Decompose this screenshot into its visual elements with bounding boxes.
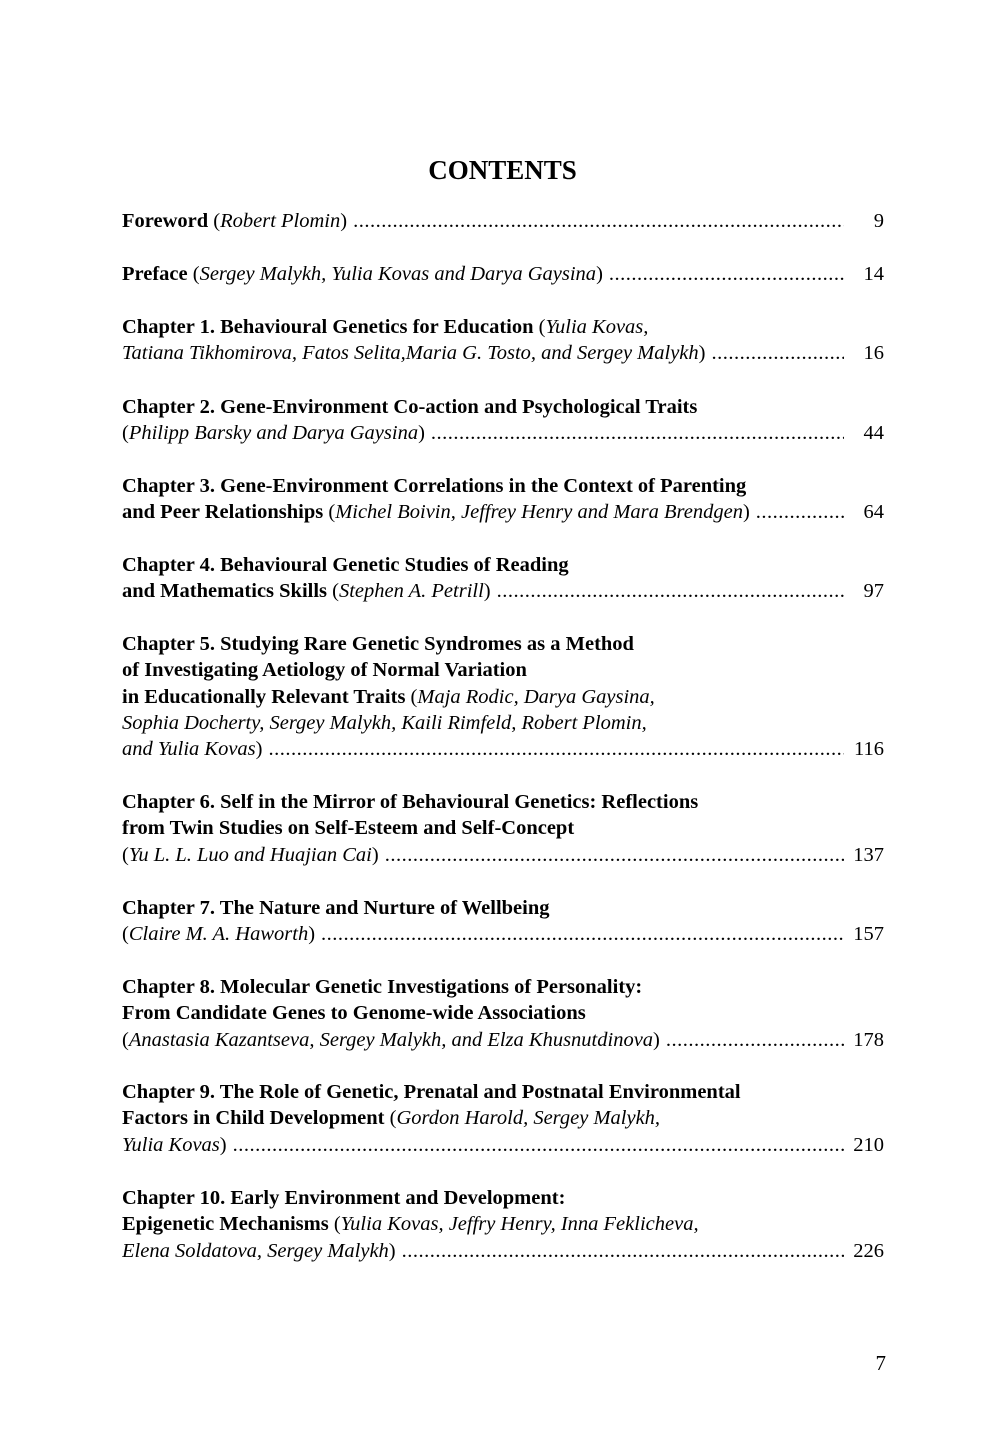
entry-authors: Gordon Harold, Sergey Malykh, [396, 1107, 661, 1130]
entry-page-number: 137 [853, 843, 884, 866]
dot-leader [666, 1027, 844, 1053]
toc-entry-line [122, 815, 884, 841]
toc-entry [122, 895, 884, 948]
entry-title: Chapter 7. The Nature and Nurture of Wellbeing [122, 897, 550, 919]
entry-page-number: 44 [863, 422, 884, 445]
toc-entry-line: Factors in Child Development (Gordon Harold, Sergey Malykh, [122, 1107, 661, 1130]
entry-authors: Claire M. A. Haworth [128, 923, 309, 946]
toc-entry-line [122, 657, 884, 683]
toc-entry [122, 314, 884, 367]
entry-page-number: 9 [873, 210, 884, 232]
toc-entry-line: and Yulia Kovas) ..... 116 [122, 736, 884, 762]
dot-leader [756, 499, 844, 525]
toc-entry [122, 1079, 884, 1158]
dot-leader [233, 1132, 844, 1158]
toc-entry [122, 974, 884, 1053]
dot-leader [385, 842, 844, 868]
entry-authors: Sophia Docherty, Sergey Malykh, Kaili Rimfeld, Robert Plomin, [122, 711, 647, 734]
toc-entry-line: Elena Soldatova, Sergey Malykh) ..... 226 [122, 1238, 884, 1264]
entry-page-number: 116 [854, 738, 884, 761]
toc-entry-line: (Claire M. A. Haworth) ..... 157 [122, 921, 884, 947]
entry-page-number: 226 [853, 1239, 884, 1262]
toc-entry-line: (Philipp Barsky and Darya Gaysina) ..... 44 [122, 420, 884, 446]
entry-authors: and Yulia Kovas [122, 738, 256, 761]
entry-title: from Twin Studies on Self-Esteem and Self-Concept [122, 817, 575, 840]
toc-entry-line [122, 1079, 884, 1105]
entry-page-number: 64 [863, 501, 884, 524]
entry-authors: Stephen A. Petrill [338, 580, 484, 603]
entry-title: in Educationally Relevant Traits [122, 685, 406, 708]
entry-title: Chapter 2. Gene-Environment Co-action and Psychological Traits [122, 396, 698, 418]
dot-leader [321, 921, 844, 947]
toc-entry-line: in Educationally Relevant Traits (Maja Rodic, Darya Gaysina, [122, 685, 655, 708]
entry-authors: Anastasia Kazantseva, Sergey Malykh, and Elza Khusnutdinova [128, 1028, 654, 1051]
toc-entry-line: (Yu L. L. Luo and Huajian Cai) ..... 137 [122, 842, 884, 868]
dot-leader [431, 420, 844, 446]
entry-authors: Maja Rodic, Darya Gaysina, [417, 685, 655, 708]
toc-entry [122, 261, 884, 287]
entry-title: and Mathematics Skills [122, 580, 328, 603]
dot-leader [353, 208, 844, 234]
entry-authors: Yu L. L. Luo and Huajian Cai [128, 843, 372, 866]
toc-entry [122, 552, 884, 605]
entry-authors: Elena Soldatova, Sergey Malykh [122, 1239, 389, 1262]
toc-entry-line: Foreword (Robert Plomin) ..... 9 [122, 208, 884, 234]
dot-leader [609, 261, 844, 287]
toc-entry-line: Yulia Kovas) ..... 210 [122, 1132, 884, 1158]
toc-entry-line: Epigenetic Mechanisms (Yulia Kovas, Jeffry Henry, Inna Feklicheva, [122, 1213, 699, 1236]
toc-entry-line: and Mathematics Skills (Stephen A. Petrill) ..... 97 [122, 578, 884, 604]
entry-page-number: 210 [853, 1133, 884, 1156]
entry-title: Chapter 8. Molecular Genetic Investigations of Personality: [122, 976, 643, 998]
dot-leader [269, 736, 845, 762]
toc-entry-line: (Anastasia Kazantseva, Sergey Malykh, and Elza Khusnutdinova) ..... 178 [122, 1027, 884, 1053]
entry-title: Factors in Child Development [122, 1107, 385, 1130]
entry-page-number: 178 [853, 1028, 884, 1051]
entry-title: Chapter 4. Behavioural Genetic Studies of Reading [122, 554, 569, 576]
toc-entry-line [122, 895, 884, 921]
entry-authors: Philipp Barsky and Darya Gaysina [128, 422, 419, 445]
toc-entry-line: and Peer Relationships (Michel Boivin, Jeffrey Henry and Mara Brendgen) ..... 64 [122, 499, 884, 525]
toc-entry-line: Tatiana Tikhomirova, Fatos Selita,Maria G. Tosto, and Sergey Malykh) ..... 16 [122, 340, 884, 366]
toc-entry-line [122, 394, 884, 420]
toc-entry-line [122, 710, 884, 736]
entry-title: From Candidate Genes to Genome-wide Associations [122, 1002, 586, 1025]
page-title: CONTENTS [428, 155, 577, 185]
toc-entry [122, 789, 884, 868]
entry-page-number: 14 [863, 263, 884, 285]
toc-entry-line [122, 974, 884, 1000]
entry-page-number: 157 [853, 923, 884, 946]
entry-title: and Peer Relationships [122, 501, 324, 524]
entry-authors: Yulia Kovas [122, 1133, 220, 1156]
toc-entry-line: Chapter 1. Behavioural Genetics for Education (Yulia Kovas, [122, 316, 649, 338]
entry-authors: Tatiana Tikhomirova, Fatos Selita,Maria G. Tosto, and Sergey Malykh [122, 342, 699, 365]
toc-entry-line [122, 1000, 884, 1026]
toc-entry [122, 1185, 884, 1264]
toc-entry-line [122, 631, 884, 657]
toc-entry-line [122, 1185, 884, 1211]
entry-page-number: 97 [863, 580, 884, 603]
toc-entry [122, 394, 884, 447]
toc-entry [122, 473, 884, 526]
toc-entry-line [122, 552, 884, 578]
entry-title: Epigenetic Mechanisms [122, 1213, 329, 1236]
entry-authors: Sergey Malykh, Yulia Kovas and Darya Gaysina [199, 263, 597, 285]
entry-title: Preface [122, 263, 188, 285]
entry-authors: Robert Plomin [220, 210, 341, 232]
entry-title: of Investigating Aetiology of Normal Variation [122, 659, 527, 682]
toc-entry [122, 208, 884, 234]
entry-title: Chapter 10. Early Environment and Development: [122, 1187, 566, 1209]
page-number: 7 [875, 1351, 886, 1375]
toc-entry [122, 631, 884, 762]
entry-title: Chapter 1. Behavioural Genetics for Education [122, 316, 534, 338]
toc-entry-line [122, 789, 884, 815]
dot-leader [402, 1238, 844, 1264]
entry-page-number: 16 [863, 342, 884, 365]
entry-title: Chapter 3. Gene-Environment Correlations in the Context of Parenting [122, 475, 747, 497]
entry-title: Chapter 9. The Role of Genetic, Prenatal and Postnatal Environmental [122, 1081, 741, 1103]
toc-entry-line: Preface (Sergey Malykh, Yulia Kovas and Darya Gaysina) ..... 14 [122, 261, 884, 287]
entry-authors: Yulia Kovas, Jeffry Henry, Inna Feklicheva, [340, 1213, 699, 1236]
entry-title: Chapter 5. Studying Rare Genetic Syndromes as a Method [122, 633, 634, 655]
dot-leader [711, 340, 844, 366]
toc-entry-line [122, 473, 884, 499]
entry-authors: Michel Boivin, Jeffrey Henry and Mara Brendgen [335, 501, 743, 524]
entry-title: Foreword [122, 210, 209, 232]
entry-title: Chapter 6. Self in the Mirror of Behavioural Genetics: Reflections [122, 791, 699, 813]
dot-leader [497, 578, 844, 604]
entry-authors: Yulia Kovas, [545, 316, 649, 338]
